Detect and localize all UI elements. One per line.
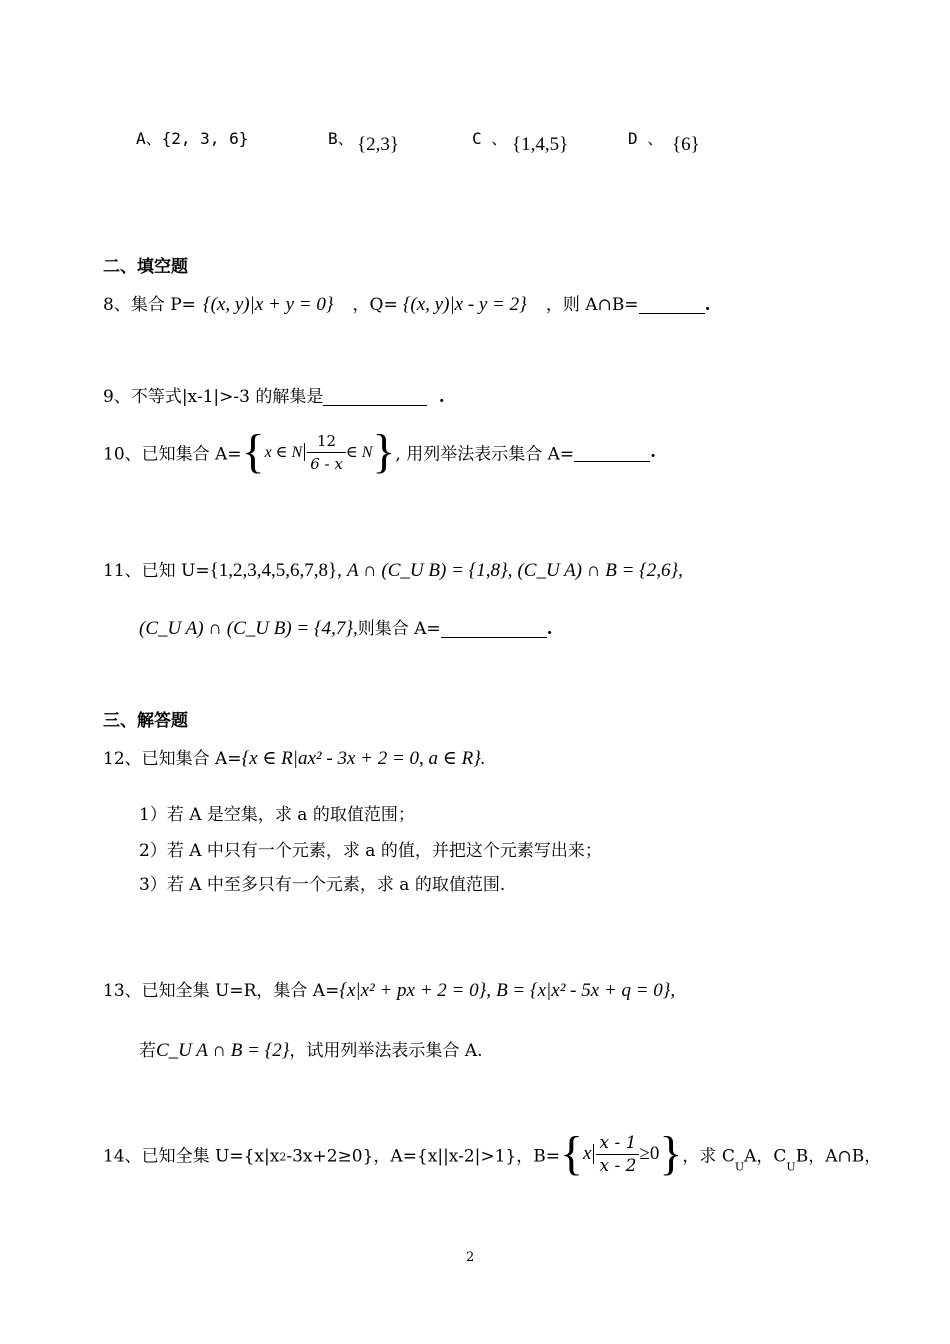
page-number: 2 <box>466 1250 475 1265</box>
q11-u-set: {1,2,3,4,5,6,7,8}, <box>209 560 342 581</box>
question-13-line-2 <box>139 1036 483 1062</box>
q14-tail: ，求 C <box>682 1146 735 1167</box>
q8-q-set: {(x, y)|x - y = 2} <box>402 294 527 315</box>
q12-part-3: 3）若 A 中至多只有一个元素，求 a 的取值范围. <box>139 875 506 895</box>
q14-prefix: 14、已知全集 U={x|x <box>103 1146 280 1167</box>
q10-prefix: 10、已知集合 A= <box>103 444 242 465</box>
q12-part-1: 1）若 A 是空集，求 a 的取值范围； <box>139 805 415 825</box>
q11-rel-2: (C_U A) ∩ B = {2,6}, <box>517 560 683 581</box>
q11-answer-blank <box>441 619 547 638</box>
q7-option-c: C 、 <box>472 129 508 148</box>
q12-prefix: 12、已知集合 A= <box>103 749 242 769</box>
q10-answer-blank <box>574 443 650 462</box>
question-13-line-1 <box>103 976 675 1002</box>
q10-cond-right: ∈ N <box>345 444 373 461</box>
question-12 <box>103 744 486 770</box>
question-9: 9、不等式|x-1|>-3 的解集是 . <box>103 387 445 407</box>
q13-condition: C_U A ∩ B = {2} <box>156 1040 290 1061</box>
section-2-title: 二、填空题 <box>103 257 188 277</box>
q10-right-brace: } <box>372 425 396 478</box>
q7-option-c-value: {1,4,5} <box>512 134 569 155</box>
q7-option-b-value: {2,3} <box>357 134 399 155</box>
q8-tail: ，则 A∩B= <box>545 295 639 315</box>
q11-prefix: 11、已知 U= <box>103 561 210 581</box>
q13-prefix: 13、已知全集 U=R，集合 A= <box>103 981 340 1001</box>
q10-tail: , 用列举法表示集合 A= <box>395 444 575 465</box>
q10-left-brace: { <box>241 425 265 478</box>
q11-tail: 则集合 A= <box>357 619 441 639</box>
q7-option-d: D 、 <box>628 129 664 148</box>
q14-fraction: $\frac{x - 1}{x - 2}$ <box>596 1132 639 1177</box>
question-14: 14、已知全集 U={x|x2-3x+2≥0}，A={x||x-2|>1}，B={x $\frac{x - 1}{x - 2}$ ≥0}，求 $C_UA$，$C_UB$，A∩B， <box>103 1127 882 1180</box>
q7-option-b: B、 <box>328 129 354 148</box>
question-10: 10、已知集合 A={x ∈ N $\frac{12}{6 - x}$ ∈ N}, 用列举法表示集合 A= . <box>103 425 657 478</box>
q9-answer-blank <box>323 387 427 406</box>
section-3-title: 三、解答题 <box>103 711 188 731</box>
q7-option-a: A、{2, 3, 6} <box>136 129 249 148</box>
q8-num: 8、集合 P= <box>103 295 196 315</box>
q9-text: 9、不等式|x-1|>-3 的解集是 <box>103 387 324 407</box>
q13-a-set: {x|x² + px + 2 = 0}, <box>339 980 491 1001</box>
q10-cond-left: x ∈ N <box>264 444 303 461</box>
q11-rel-3: (C_U A) ∩ (C_U B) = {4,7}, <box>139 618 358 639</box>
q7-option-d-value: {6} <box>672 134 700 155</box>
question-8: 8、集合 P= {(x, y)|x + y = 0} ，Q= {(x, y)|x - y = 2} ，则 A∩B= . <box>103 294 711 315</box>
q13-line2-prefix: 若 <box>139 1041 156 1061</box>
q14-ge: ≥0 <box>639 1143 660 1164</box>
q14-sub-2: 2 <box>279 1150 287 1164</box>
q10-fraction: $\frac{12}{6 - x}$ <box>307 430 346 475</box>
q8-q-label: ，Q= <box>352 295 398 315</box>
question-11-line-2: (C_U A) ∩ (C_U B) = {4,7},则集合 A= . <box>139 618 553 639</box>
question-11-line-1 <box>103 556 683 582</box>
q12-part-2: 2）若 A 中只有一个元素，求 a 的值，并把这个元素写出来； <box>139 841 602 861</box>
q14-left-brace: { <box>559 1127 584 1180</box>
q12-set: {x ∈ R|ax² - 3x + 2 = 0, a ∈ R}. <box>241 748 486 769</box>
q8-p-set: {(x, y)|x + y = 0} <box>203 294 334 315</box>
q14-mid: -3x+2≥0}，A={x||x-2|>1}，B= <box>286 1146 560 1167</box>
q8-answer-blank <box>639 295 705 314</box>
q13-b-set: B = {x|x² - 5x + q = 0}, <box>496 980 676 1001</box>
q14-right-brace: } <box>659 1127 683 1180</box>
q11-rel-1: A ∩ (C_U B) = {1,8}, <box>346 560 513 581</box>
q13-line2-tail: ，试用列举法表示集合 A. <box>289 1041 483 1061</box>
